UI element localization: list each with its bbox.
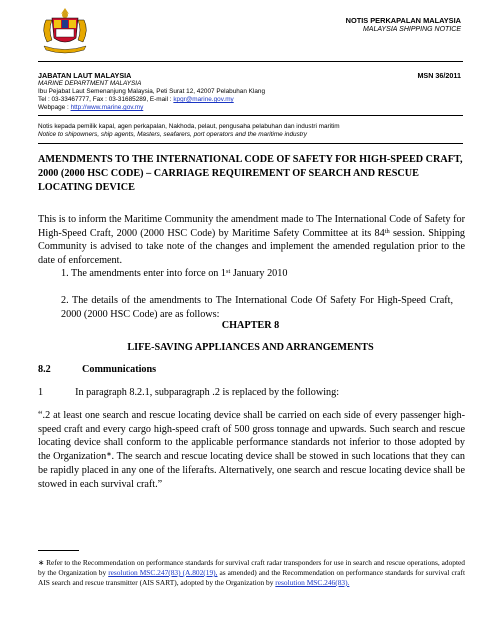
webpage-line [38, 104, 143, 113]
contact-phone-fax: Tel : 03-33467777, Fax : 03-31685289, E-mail : [38, 96, 174, 103]
department-name-english: MARINE DEPARTMENT MALAYSIA [38, 80, 142, 87]
intro-paragraph: This is to inform the Maritime Community the amendment made to The International Code of Safety for High-Speed Craft, 2000 (2000 HSC Code) by Maritime Safety Committee at its 84th session. Shipping Community is advised to take note of the changes and implement the amended regulation prior to the date of enforcement. [38, 214, 466, 267]
footnote-link-msc247[interactable]: resolution MSC.247(83) (A.802(19), [108, 567, 218, 577]
section-title: Communications [82, 364, 157, 375]
footnote-marker[interactable]: ∗ [106, 451, 112, 459]
list-item-1: 1. The amendments enter into force on 1st January 2010 [61, 268, 288, 279]
footnote: ∗ Refer to the Recommendation on performance standards for survival craft radar transponders for use in search and rescue operations, adopted by the Organization by resolution MSC.247(83) (A.802(19), as amended) and the Recommendation on performance standards for survival craft AIS search and rescue transmitter (AIS SART), adopted by the Organization by resolution MSC.246(83). [38, 558, 465, 587]
notice-heading: AMENDMENTS TO THE INTERNATIONAL CODE OF SAFETY FOR HIGH-SPEED CRAFT, 2000 (2000 HSC CODE) – CARRIAGE REQUIREMENT OF SEARCH AND RESCUE LOCATING DEVICE [38, 154, 463, 193]
audience-divider [38, 115, 463, 116]
chapter-heading: CHAPTER 8 [221, 320, 280, 331]
section-number: 8.2 [38, 364, 51, 375]
malaysia-coat-of-arms-logo [38, 6, 92, 54]
notice-title: NOTIS PERKAPALAN MALAYSIA [345, 16, 461, 25]
department-name: JABATAN LAUT MALAYSIA [38, 71, 132, 80]
notice-subtitle: MALAYSIA SHIPPING NOTICE [362, 26, 461, 33]
amended-text-quote: “.2 at least one search and rescue locating device shall be carried on each side of every passenger high-speed craft and every cargo high-speed craft of 500 gross tonnage and upwards. Such search and rescue locating device shall conform to the applicable performance standards not inferior to those adopted by the Organization∗. The search and rescue locating device shall be stowed in such locations that they can be rapidly placed in any one of the liferafts. Alternatively, one search and rescue locating device shall be stowed in each survival craft.” [38, 410, 465, 490]
notice-number: MSN 36/2011 [417, 71, 461, 80]
audience-english: Notice to shipowners, ship agents, Masters, seafarers, port operators and the maritime industry [38, 131, 307, 138]
office-address: Ibu Pejabat Laut Semenanjung Malaysia, Peti Surat 12, 42007 Pelabuhan Klang [38, 88, 266, 95]
header-divider [38, 61, 463, 62]
footnote-link-msc246[interactable]: resolution MSC.246(83). [275, 577, 350, 587]
list-item-2: 2. The details of the amendments to The International Code Of Safety For High-Speed Craft, 2000 (2000 HSC Code) are as follows: [61, 295, 453, 320]
contact-email[interactable]: kpgr@marine.gov.my [173, 96, 234, 103]
footnote-divider [38, 550, 79, 551]
title-divider [38, 143, 463, 144]
amendment-instruction: 1 In paragraph 8.2.1, subparagraph .2 is replaced by the following: [38, 387, 340, 398]
webpage-link[interactable]: http://www.marine.gov.my [70, 104, 144, 111]
webpage-label: Webpage : [38, 104, 71, 111]
audience-malay: Notis kepada pemilik kapal, agen perkapalan, Nakhoda, pelaut, pengusaha pelabuhan dan industri maritim [38, 123, 340, 130]
chapter-subheading: LIFE-SAVING APPLIANCES AND ARRANGEMENTS [127, 342, 374, 353]
